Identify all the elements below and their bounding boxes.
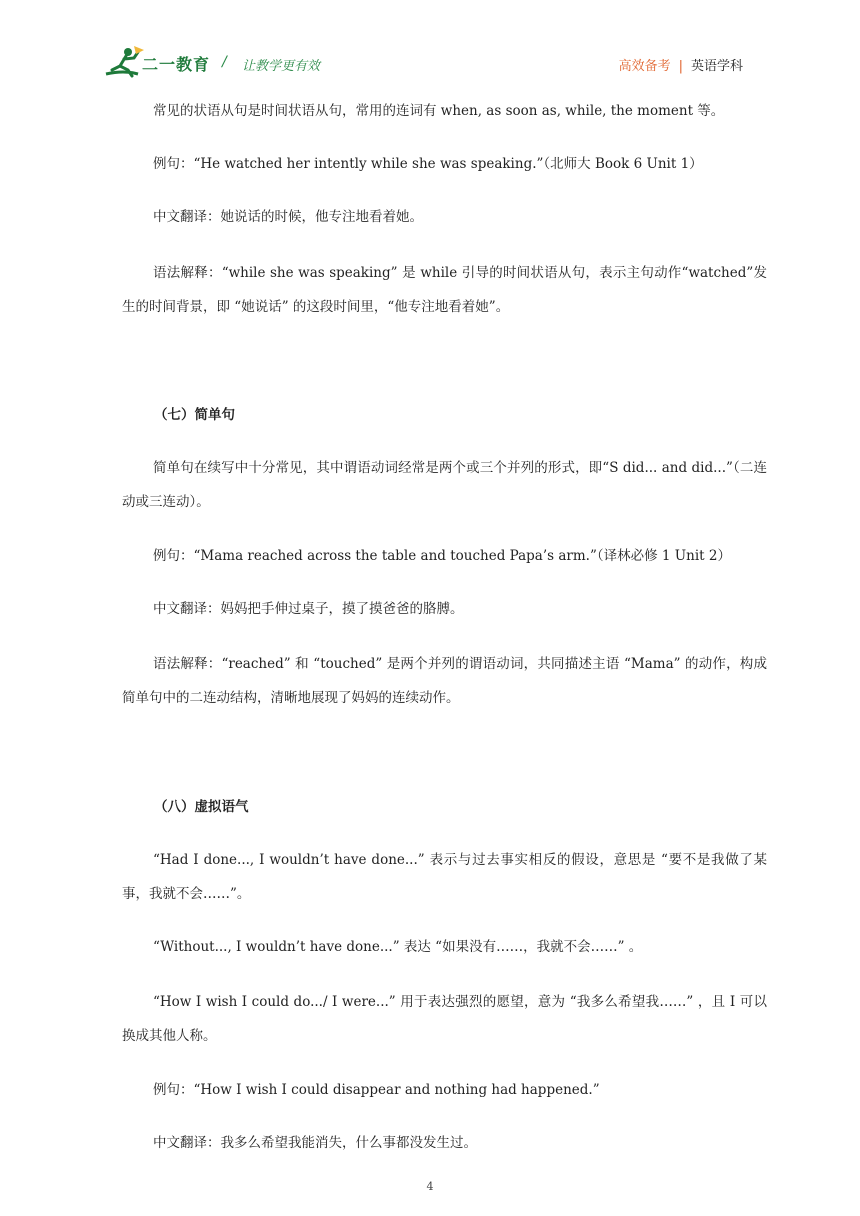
example-sentence: 例句：“How I wish I could disappear and nothing had happened.” xyxy=(153,1082,600,1098)
page-header xyxy=(0,0,860,92)
chinese-translation: 中文翻译：妈妈把手伸过桌子，摸了摸爸爸的胳膊。 xyxy=(153,601,464,617)
grammar-explanation: 语法解释：“while she was speaking” 是 while 引导的时间状语从句，表示主句动作“watched”发生的时间背景，即 “她说话” 的这段时间里，“他专注地看着她”。 xyxy=(122,265,767,315)
grammar-explanation: 语法解释：“reached” 和 “touched” 是两个并列的谓语动词，共同描述主语 “Mama” 的动作，构成简单句中的二连动结构，清晰地展现了妈妈的连续动作。 xyxy=(122,656,767,706)
paragraph: 简单句在续写中十分常见，其中谓语动词经常是两个或三个并列的形式，即“S did... and did...”（二连动或三连动）。 xyxy=(122,460,767,510)
header-right xyxy=(619,55,743,74)
header-slogan: 让教学更有效 xyxy=(242,59,321,74)
chinese-translation: 中文翻译：她说话的时候，他专注地看着她。 xyxy=(153,209,423,225)
subject-label: 英语学科 xyxy=(690,59,743,74)
paragraph: “Without..., I wouldn’t have done...” 表达 “如果没有……，我就不会……” 。 xyxy=(153,939,643,955)
section-heading: （八）虚拟语气 xyxy=(154,799,249,815)
section-heading: （七）简单句 xyxy=(154,407,235,423)
paragraph: 常见的状语从句是时间状语从句，常用的连词有 when, as soon as, while, the moment 等。 xyxy=(153,103,725,119)
example-sentence: 例句：“Mama reached across the table and touched Papa’s arm.”（译林必修 1 Unit 2） xyxy=(153,548,731,564)
paragraph: “Had I done..., I wouldn’t have done...” 表示与过去事实相反的假设，意思是 “要不是我做了某事，我就不会……”。 xyxy=(122,852,767,902)
header-divider: | xyxy=(678,59,683,74)
example-sentence: 例句：“He watched her intently while she was speaking.”（北师大 Book 6 Unit 1） xyxy=(153,156,703,172)
paragraph: “How I wish I could do.../ I were...” 用于表达强烈的愿望，意为 “我多么希望我……” ，且 I 可以换成其他人称。 xyxy=(122,994,767,1044)
chinese-translation: 中文翻译：我多么希望我能消失，什么事都没发生过。 xyxy=(153,1135,477,1151)
exam-label: 高效备考 xyxy=(618,59,671,74)
logo-text: 二一教育 xyxy=(142,55,211,74)
header-slash: / xyxy=(222,54,227,70)
page-number: 4 xyxy=(426,1180,434,1193)
